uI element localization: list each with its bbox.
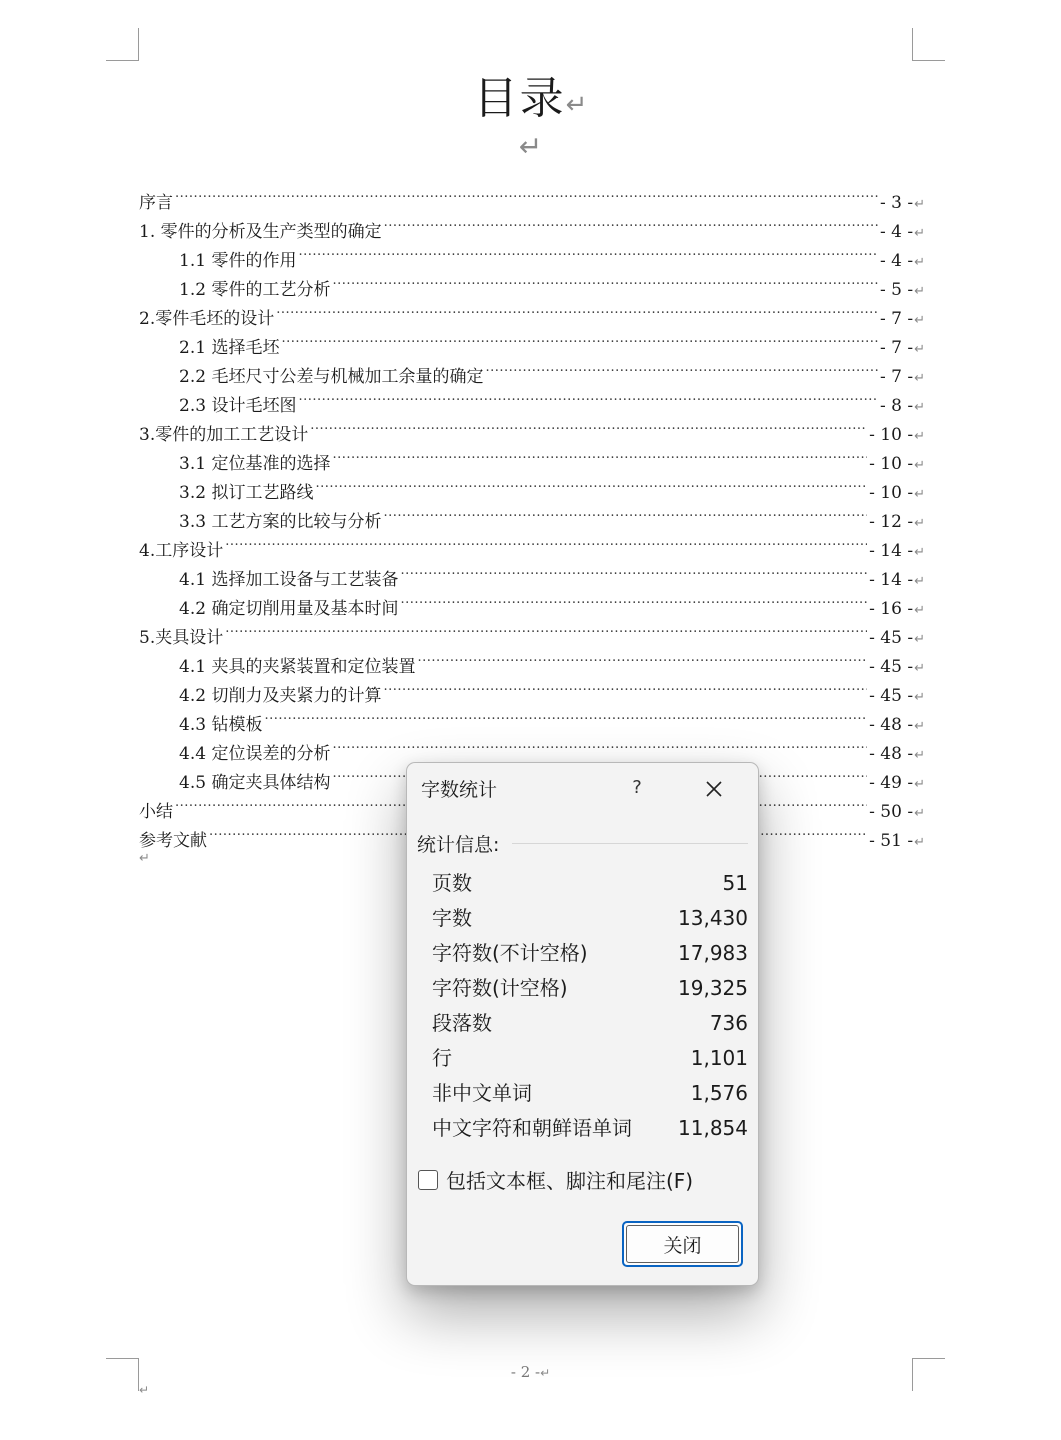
paragraph-mark-icon: ↵ (914, 719, 925, 734)
toc-entry-title[interactable]: 1. 零件的分析及生产类型的确定 (139, 222, 382, 242)
toc-leader-dots (274, 295, 878, 324)
toc-leader-dots (173, 179, 878, 208)
toc-entry-title[interactable]: 1.2 零件的工艺分析 (179, 280, 331, 300)
dialog-title: 字数统计 (421, 779, 498, 801)
toc-entry-page[interactable]: - 50 - (869, 802, 914, 822)
toc-entry-title[interactable]: 1.1 零件的作用 (179, 251, 297, 271)
paragraph-mark-icon: ↵ (914, 371, 925, 386)
toc-entry-title[interactable]: 小结 (139, 802, 173, 822)
toc-entry-page[interactable]: - 10 - (869, 425, 914, 445)
include-textboxes-option[interactable] (418, 1165, 693, 1194)
paragraph-mark-icon: ↵ (914, 748, 925, 763)
paragraph-mark-icon: ↵ (565, 90, 588, 120)
crop-mark-top-right (912, 28, 945, 61)
toc-entry-title[interactable]: 参考文献 (139, 831, 207, 851)
stat-label: 段落数 (432, 1011, 492, 1035)
toc-entry-title[interactable]: 4.1 选择加工设备与工艺装备 (179, 570, 399, 590)
toc-entry-title[interactable]: 5.夹具设计 (139, 628, 224, 648)
toc-leader-dots (330, 266, 878, 295)
toc-entry-page[interactable]: - 14 - (869, 570, 914, 590)
paragraph-mark-icon: ↵ (914, 458, 925, 473)
paragraph-mark-icon: ↵ (914, 661, 925, 676)
stat-row (432, 1041, 748, 1076)
word-count-dialog (406, 762, 759, 1286)
stat-row (432, 1006, 748, 1041)
toc-leader-dots (330, 730, 867, 759)
toc-entry-title[interactable]: 3.2 拟订工艺路线 (179, 483, 314, 503)
toc-entry-title[interactable]: 2.零件毛坯的设计 (139, 309, 275, 329)
toc-leader-dots (296, 382, 878, 411)
toc-leader-dots (330, 440, 867, 469)
toc-entry-page[interactable]: - 49 - (869, 773, 914, 793)
toc-leader-dots (279, 324, 878, 353)
focus-ring (626, 1225, 739, 1263)
toc-entry-page[interactable]: - 48 - (869, 744, 914, 764)
stat-value: 1,101 (690, 1046, 748, 1070)
toc-entry-page[interactable]: - 48 - (869, 715, 914, 735)
paragraph-mark-icon: ↵ (139, 851, 150, 866)
paragraph-mark-icon: ↵ (914, 690, 925, 705)
toc-leader-dots (296, 237, 878, 266)
paragraph-mark-icon: ↵ (914, 632, 925, 647)
table-of-contents (139, 179, 925, 851)
stat-label: 行 (432, 1046, 452, 1070)
stat-row (432, 1076, 748, 1111)
toc-entry-page[interactable]: - 51 - (869, 831, 914, 851)
toc-entry-page[interactable]: - 10 - (869, 483, 914, 503)
paragraph-mark-icon: ↵ (914, 516, 925, 531)
stat-label: 页数 (432, 871, 472, 895)
paragraph-mark-icon: ↵ (139, 1383, 150, 1397)
toc-entry-title[interactable]: 4.5 确定夹具体结构 (179, 773, 331, 793)
include-textboxes-label[interactable]: 包括文本框、脚注和尾注(F) (446, 1169, 694, 1193)
toc-leader-dots (382, 208, 878, 237)
stat-row (432, 901, 748, 936)
toc-entry-title[interactable]: 4.3 钻模板 (179, 715, 263, 735)
paragraph-mark-icon: ↵ (540, 1366, 551, 1380)
toc-entry[interactable] (139, 614, 925, 648)
toc-leader-dots (223, 527, 867, 556)
paragraph-mark-icon: ↵ (914, 806, 925, 821)
toc-leader-dots (308, 411, 867, 440)
toc-entry-title[interactable]: 2.1 选择毛坯 (179, 338, 280, 358)
paragraph-mark-icon: ↵ (518, 130, 543, 163)
toc-entry-page[interactable]: - 10 - (869, 454, 914, 474)
stat-label: 中文字符和朝鲜语单词 (432, 1116, 632, 1140)
toc-entry-title[interactable]: 4.工序设计 (139, 541, 224, 561)
toc-entry-page[interactable]: - 7 - (879, 367, 914, 387)
toc-entry-page[interactable]: - 12 - (869, 512, 914, 532)
toc-entry[interactable] (139, 179, 925, 213)
stat-row (432, 971, 748, 1006)
toc-entry[interactable] (139, 208, 925, 242)
toc-leader-dots (381, 498, 867, 527)
toc-leader-dots (262, 701, 867, 730)
stat-row (432, 866, 748, 901)
statistics-label: 统计信息: (417, 834, 500, 856)
paragraph-mark-icon: ↵ (914, 429, 925, 444)
close-button-label: 关闭 (663, 1234, 702, 1257)
toc-leader-dots (313, 469, 867, 498)
toc-entry-title[interactable]: 3.1 定位基准的选择 (179, 454, 331, 474)
paragraph-mark-icon: ↵ (914, 487, 925, 502)
toc-entry-page[interactable]: - 45 - (869, 686, 914, 706)
toc-leader-dots (398, 585, 867, 614)
stat-label: 字数 (432, 906, 472, 930)
stat-label: 字符数(不计空格) (432, 941, 588, 965)
toc-entry[interactable] (139, 556, 925, 590)
stat-value: 17,983 (678, 941, 748, 965)
toc-entry-title[interactable]: 2.3 设计毛坯图 (179, 396, 297, 416)
paragraph-mark-icon: ↵ (914, 255, 925, 270)
toc-entry-title[interactable]: 4.1 夹具的夹紧装置和定位装置 (179, 657, 416, 677)
toc-leader-dots (398, 556, 867, 585)
crop-mark-top-left (106, 28, 139, 61)
toc-leader-dots (483, 353, 878, 382)
stat-value: 51 (722, 871, 748, 895)
paragraph-mark-icon: ↵ (914, 545, 925, 560)
paragraph-mark-icon: ↵ (914, 835, 925, 850)
paragraph-mark-icon: ↵ (914, 284, 925, 299)
toc-entry-title[interactable]: 3.零件的加工工艺设计 (139, 425, 309, 445)
toc-entry-page[interactable]: - 4 - (879, 251, 914, 271)
paragraph-mark-icon: ↵ (914, 226, 925, 241)
toc-entry-page[interactable]: - 16 - (869, 599, 914, 619)
toc-title-text: 目录 (473, 73, 566, 124)
toc-entry-title[interactable]: 4.2 确定切削用量及基本时间 (179, 599, 399, 619)
toc-entry[interactable] (139, 643, 925, 677)
stat-value: 13,430 (678, 906, 748, 930)
paragraph-mark-icon: ↵ (914, 313, 925, 328)
toc-entry-title[interactable]: 4.2 切削力及夹紧力的计算 (179, 686, 382, 706)
toc-entry-page[interactable]: - 8 - (879, 396, 914, 416)
paragraph-mark-icon: ↵ (914, 197, 925, 212)
stat-value: 1,576 (690, 1081, 748, 1105)
stat-row (432, 1111, 748, 1146)
toc-entry-title[interactable]: 2.2 毛坯尺寸公差与机械加工余量的确定 (179, 367, 484, 387)
paragraph-mark-icon: ↵ (914, 400, 925, 415)
include-textboxes-checkbox[interactable] (418, 1170, 438, 1190)
statistics-list (432, 866, 748, 1146)
toc-entry-page[interactable]: - 5 - (879, 280, 914, 300)
stat-label: 非中文单词 (432, 1081, 532, 1105)
stat-value: 11,854 (678, 1116, 748, 1140)
toc-title (0, 62, 1061, 126)
stat-label: 字符数(计空格) (432, 976, 568, 1000)
stat-value: 736 (709, 1011, 748, 1035)
stat-row (432, 936, 748, 971)
paragraph-mark-icon: ↵ (914, 342, 925, 357)
toc-entry-page[interactable]: - 4 - (879, 222, 914, 242)
help-button[interactable]: ? (632, 777, 642, 798)
paragraph-mark-icon: ↵ (914, 574, 925, 589)
toc-entry-title[interactable]: 4.4 定位误差的分析 (179, 744, 331, 764)
toc-entry-page[interactable]: - 14 - (869, 541, 914, 561)
footer-page-number: - 2 - (510, 1363, 541, 1381)
close-button[interactable] (622, 1221, 743, 1267)
stat-value: 19,325 (678, 976, 748, 1000)
section-divider (512, 843, 748, 844)
toc-entry[interactable] (139, 527, 925, 561)
toc-entry-title[interactable]: 3.3 工艺方案的比较与分析 (179, 512, 382, 532)
toc-leader-dots (415, 643, 867, 672)
toc-entry-page[interactable]: - 7 - (879, 338, 914, 358)
paragraph-mark-icon: ↵ (914, 777, 925, 792)
toc-entry-page[interactable]: - 45 - (869, 628, 914, 648)
close-icon[interactable] (700, 775, 728, 803)
toc-entry-page[interactable]: - 45 - (869, 657, 914, 677)
toc-leader-dots (381, 672, 867, 701)
toc-entry-page[interactable]: - 7 - (879, 309, 914, 329)
toc-leader-dots (223, 614, 867, 643)
page-footer (0, 1363, 1061, 1381)
paragraph-mark-icon: ↵ (914, 603, 925, 618)
toc-entry-title[interactable]: 序言 (139, 193, 173, 213)
toc-entry-page[interactable]: - 3 - (879, 193, 914, 213)
